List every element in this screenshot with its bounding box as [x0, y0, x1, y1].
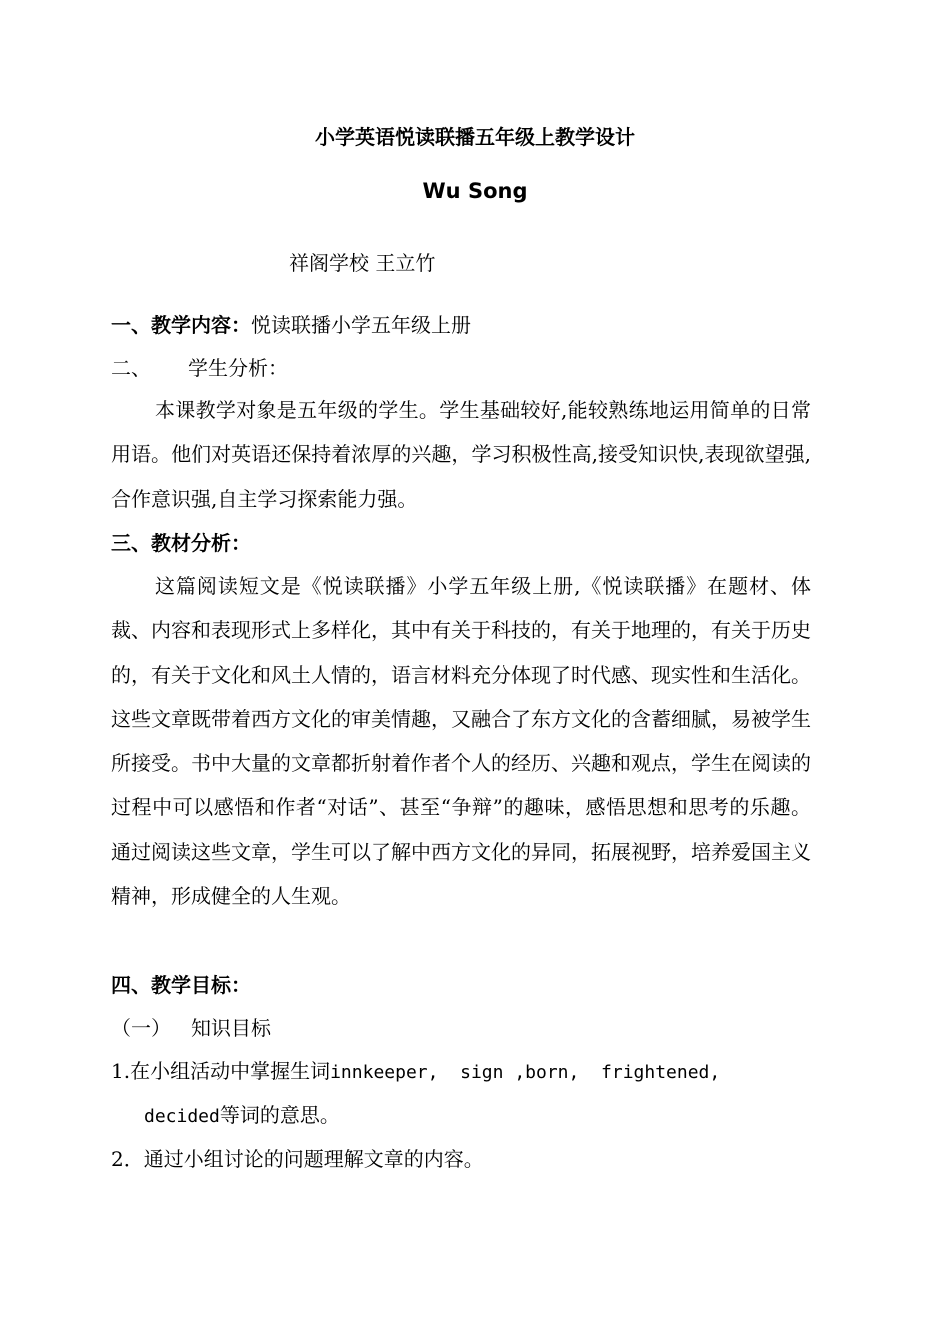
knowledge-goal-label: 知识目标 [191, 1016, 271, 1040]
section-1-line [111, 310, 471, 340]
section-3-paragraph: 这篇阅读短文是《悦读联播》小学五年级上册,《悦读联播》在题材、体裁、内容和表现形式上多样化，其中有关于科技的，有关于地理的，有关于历史的，有关于文化和风土人情的，语言材料充分体现了时代感、现实性和生活化。这些文章既带着西方文化的审美情趣，又融合了东方文化的含蓄细腻，易被学生所接受。书中大量的文章都折射着作者个人的经历、兴趣和观点，学生在阅读的过程中可以感悟和作者“对话”、甚至“争辩”的趣味，感悟思想和思考的乐趣。通过阅读这些文章，学生可以了解中西方文化的异同，拓展视野，培养爱国主义精神，形成健全的人生观。 [111, 574, 811, 909]
goal-item-1-prefix: 1.在小组活动中掌握生词 [111, 1059, 331, 1083]
goal-item-1-continued [144, 1100, 340, 1132]
section-1-content: 悦读联播小学五年级上册 [251, 313, 471, 337]
section-2-paragraph: 本课教学对象是五年级的学生。学生基础较好,能较熟练地运用简单的日常用语。他们对英语还保持着浓厚的兴趣，学习积极性高,接受知识快,表现欲望强,合作意识强,自主学习探索能力强。 [111, 398, 811, 511]
knowledge-goal-line [111, 1013, 271, 1043]
goal-item-1 [111, 1056, 720, 1088]
document-subtitle: Wu Song [422, 179, 528, 203]
goal-item-2: 2．通过小组讨论的问题理解文章的内容。 [111, 1147, 484, 1171]
goal-item-1-words: innkeeper, sign ,born, frightened, [330, 1062, 721, 1083]
section-2-number: 二、 [111, 356, 151, 380]
section-4-heading: 四、教学目标： [111, 973, 251, 997]
section-1-heading: 一、教学内容： [111, 313, 251, 337]
section-3-line [111, 528, 251, 558]
goal-item-1-word: decided [144, 1106, 220, 1127]
section-2-heading: 学生分析： [188, 356, 288, 380]
document-title: 小学英语悦读联播五年级上教学设计 [315, 125, 635, 149]
author-line: 祥阁学校 王立竹 [289, 251, 436, 275]
section-4-line [111, 970, 251, 1000]
section-3-heading: 三、教材分析： [111, 531, 251, 555]
knowledge-goal-number: （一） [111, 1016, 171, 1040]
goal-item-1-text: 等词的意思。 [219, 1103, 340, 1127]
section-2-line [111, 353, 288, 383]
